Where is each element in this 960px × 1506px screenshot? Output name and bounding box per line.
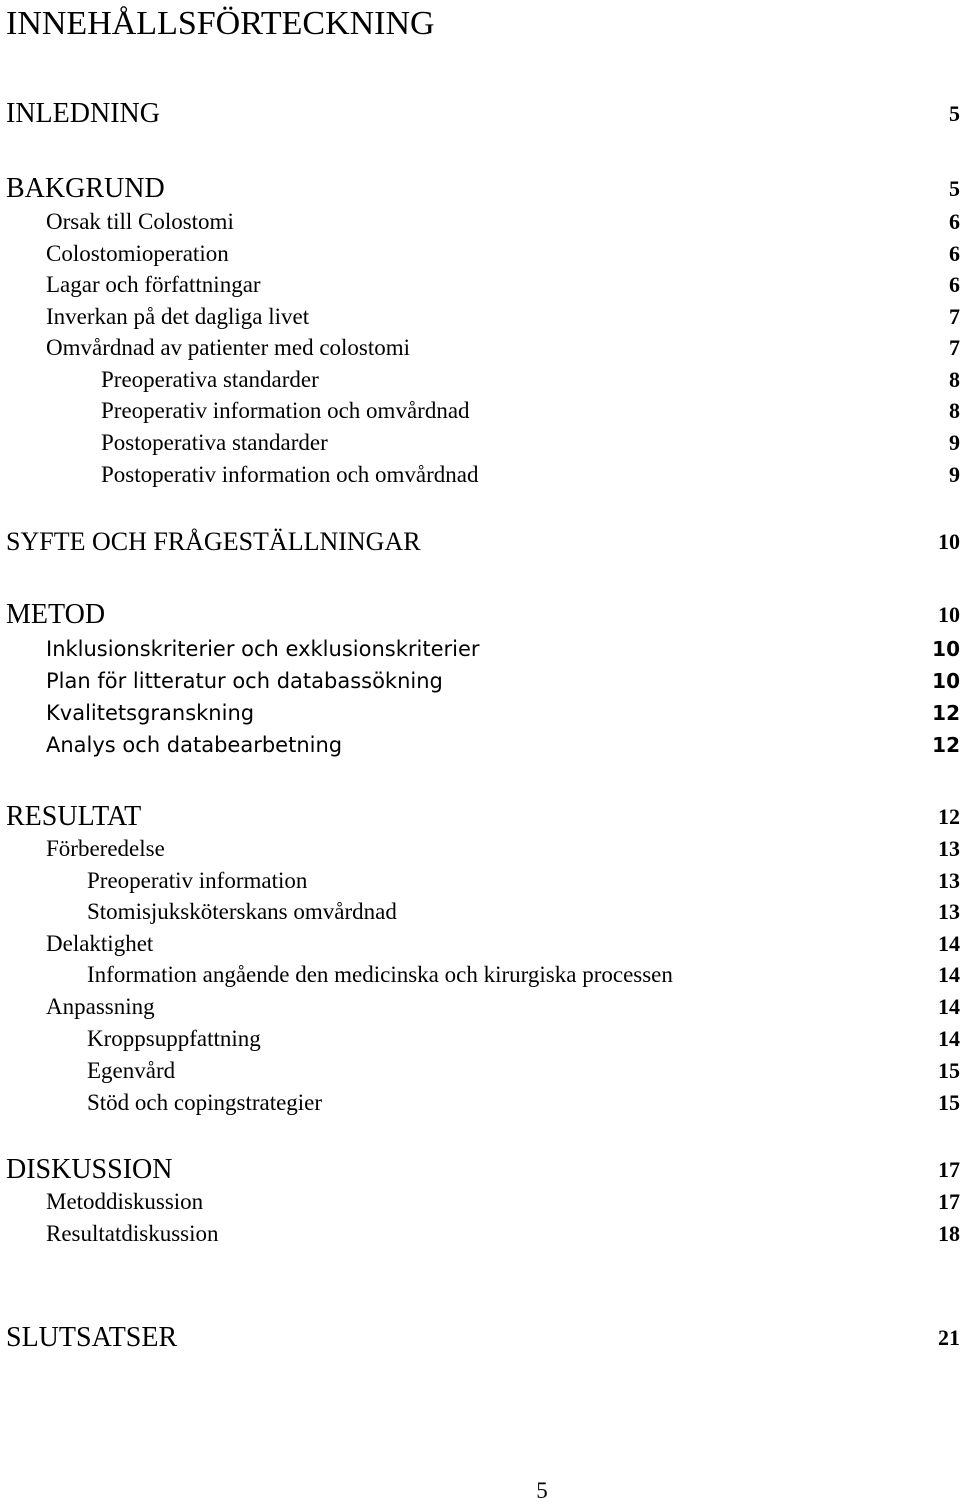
toc-entry-page: 14	[938, 1026, 960, 1051]
toc-entry-label: Egenvård	[87, 1058, 176, 1083]
toc-entry-analys-och-databearbetning[interactable]	[0, 729, 960, 761]
toc-entry-forberedelse[interactable]	[0, 833, 960, 865]
toc-entry-page: 14	[938, 994, 960, 1019]
toc-entry-page: 14	[938, 931, 960, 956]
toc-entry-stod-och-copingstrategier[interactable]	[0, 1087, 960, 1119]
toc-entry-label: Preoperativ information och omvårdnad	[101, 398, 470, 423]
toc-entry-page: 6	[949, 209, 960, 234]
toc-entry-label: RESULTAT	[6, 801, 142, 832]
toc-entry-page: 5	[949, 176, 960, 201]
toc-entry-page: 18	[938, 1221, 960, 1246]
toc-entry-inverkan-pa-det-dagliga-livet[interactable]	[0, 301, 960, 333]
toc-entry-orsak-till-colostomi[interactable]	[0, 206, 960, 238]
toc-entry-page: 12	[938, 804, 960, 829]
toc-entry-plan-for-litteratur[interactable]	[0, 665, 960, 697]
toc-entry-page: 7	[949, 304, 960, 329]
toc-entry-preoperativ-information-och-omvardnad[interactable]	[0, 395, 960, 427]
page-number: 5	[536, 1478, 548, 1503]
toc-entry-label: Förberedelse	[46, 836, 165, 861]
toc-entry-page: 10	[938, 602, 960, 627]
toc-entry-stomisjukskoterskans-omvardnad[interactable]	[0, 896, 960, 928]
toc-entry-label: Stöd och copingstrategier	[87, 1090, 323, 1115]
toc-entry-slutsatser[interactable]	[0, 1320, 960, 1356]
toc-entry-label: BAKGRUND	[6, 173, 165, 204]
toc-entry-delaktighet[interactable]	[0, 928, 960, 960]
toc-entry-preoperativa-standarder[interactable]	[0, 364, 960, 396]
toc-entry-lagar-och-forfattningar[interactable]	[0, 269, 960, 301]
toc-entry-page: 17	[938, 1157, 960, 1182]
toc-entry-page: 9	[949, 462, 960, 487]
toc-entry-page: 12	[932, 701, 960, 725]
toc-entry-label: Stomisjuksköterskans omvårdnad	[87, 899, 397, 924]
toc-entry-resultatdiskussion[interactable]	[0, 1218, 960, 1250]
toc-entry-label: Inverkan på det dagliga livet	[46, 304, 310, 329]
toc-entry-page: 15	[938, 1090, 960, 1115]
toc-entry-egenvard[interactable]	[0, 1055, 960, 1087]
toc-entry-label: INLEDNING	[6, 98, 160, 129]
toc-entry-label: METOD	[6, 599, 106, 630]
toc-entry-label: Postoperativ information och omvårdnad	[101, 462, 479, 487]
toc-entry-inledning[interactable]	[0, 96, 960, 132]
toc-entry-label: DISKUSSION	[6, 1154, 173, 1185]
toc-entry-page: 8	[949, 398, 960, 423]
toc-entry-bakgrund[interactable]	[0, 171, 960, 207]
toc-entry-kvalitetsgranskning[interactable]	[0, 697, 960, 729]
toc-entry-preoperativ-information[interactable]	[0, 865, 960, 897]
toc-entry-page: 8	[949, 367, 960, 392]
toc-entry-label: Orsak till Colostomi	[46, 209, 234, 234]
toc-entry-label: Metoddiskussion	[46, 1189, 204, 1214]
toc-entry-label: Plan för litteratur och databassökning	[46, 669, 443, 693]
toc-entry-label: Kvalitetsgranskning	[46, 701, 255, 725]
toc-entry-label: Colostomioperation	[46, 241, 229, 266]
toc-entry-page: 13	[938, 899, 960, 924]
toc-entry-syfte-och-fragestallningar[interactable]	[0, 524, 960, 560]
toc-entry-label: Kroppsuppfattning	[87, 1026, 261, 1051]
toc-entry-kroppsuppfattning[interactable]	[0, 1023, 960, 1055]
toc-entry-page: 9	[949, 430, 960, 455]
toc-entry-postoperativ-information-och-omvardnad[interactable]	[0, 459, 960, 491]
toc-entry-page: 14	[938, 962, 960, 987]
toc-entry-label: Anpassning	[46, 994, 155, 1019]
toc-entry-omvardnad-av-patienter[interactable]	[0, 332, 960, 364]
toc-entry-page: 10	[932, 669, 960, 693]
toc-entry-label: SLUTSATSER	[6, 1322, 178, 1353]
toc-entry-label: Preoperativa standarder	[101, 367, 319, 392]
toc-entry-page: 12	[932, 733, 960, 757]
toc-entry-page: 21	[938, 1325, 960, 1350]
toc-entry-information-angaende[interactable]	[0, 959, 960, 991]
toc-entry-diskussion[interactable]	[0, 1152, 960, 1188]
toc-entry-resultat[interactable]	[0, 799, 960, 835]
toc-entry-label: Information angående den medicinska och kirurgiska processen	[87, 962, 673, 987]
toc-entry-page: 10	[932, 637, 960, 661]
toc-entry-page: 7	[949, 335, 960, 360]
toc-entry-metoddiskussion[interactable]	[0, 1186, 960, 1218]
toc-entry-anpassning[interactable]	[0, 991, 960, 1023]
toc-entry-label: Inklusionskriterier och exklusionskriterier	[46, 637, 480, 661]
toc-entry-label: Preoperativ information	[87, 868, 308, 893]
toc-entry-label: Postoperativa standarder	[101, 430, 328, 455]
toc-entry-inklusionskriterier[interactable]	[0, 633, 960, 665]
toc-entry-page: 6	[949, 272, 960, 297]
toc-entry-page: 13	[938, 868, 960, 893]
toc-entry-page: 17	[938, 1189, 960, 1214]
toc-entry-label: Analys och databearbetning	[46, 733, 343, 757]
toc-title: INNEHÅLLSFÖRTECKNING	[6, 5, 435, 42]
toc-entry-label: Resultatdiskussion	[46, 1221, 219, 1246]
toc-entry-page: 13	[938, 836, 960, 861]
toc-entry-label: Delaktighet	[46, 931, 154, 956]
toc-entry-label: Lagar och författningar	[46, 272, 261, 297]
toc-entry-page: 15	[938, 1058, 960, 1083]
toc-entry-metod[interactable]	[0, 597, 960, 633]
toc-entry-page: 10	[938, 529, 960, 554]
toc-entry-postoperativa-standarder[interactable]	[0, 427, 960, 459]
toc-entry-label: SYFTE OCH FRÅGESTÄLLNINGAR	[6, 527, 421, 556]
toc-entry-colostomioperation[interactable]	[0, 238, 960, 270]
toc-entry-page: 6	[949, 241, 960, 266]
toc-entry-page: 5	[949, 101, 960, 126]
toc-entry-label: Omvårdnad av patienter med colostomi	[46, 335, 411, 360]
